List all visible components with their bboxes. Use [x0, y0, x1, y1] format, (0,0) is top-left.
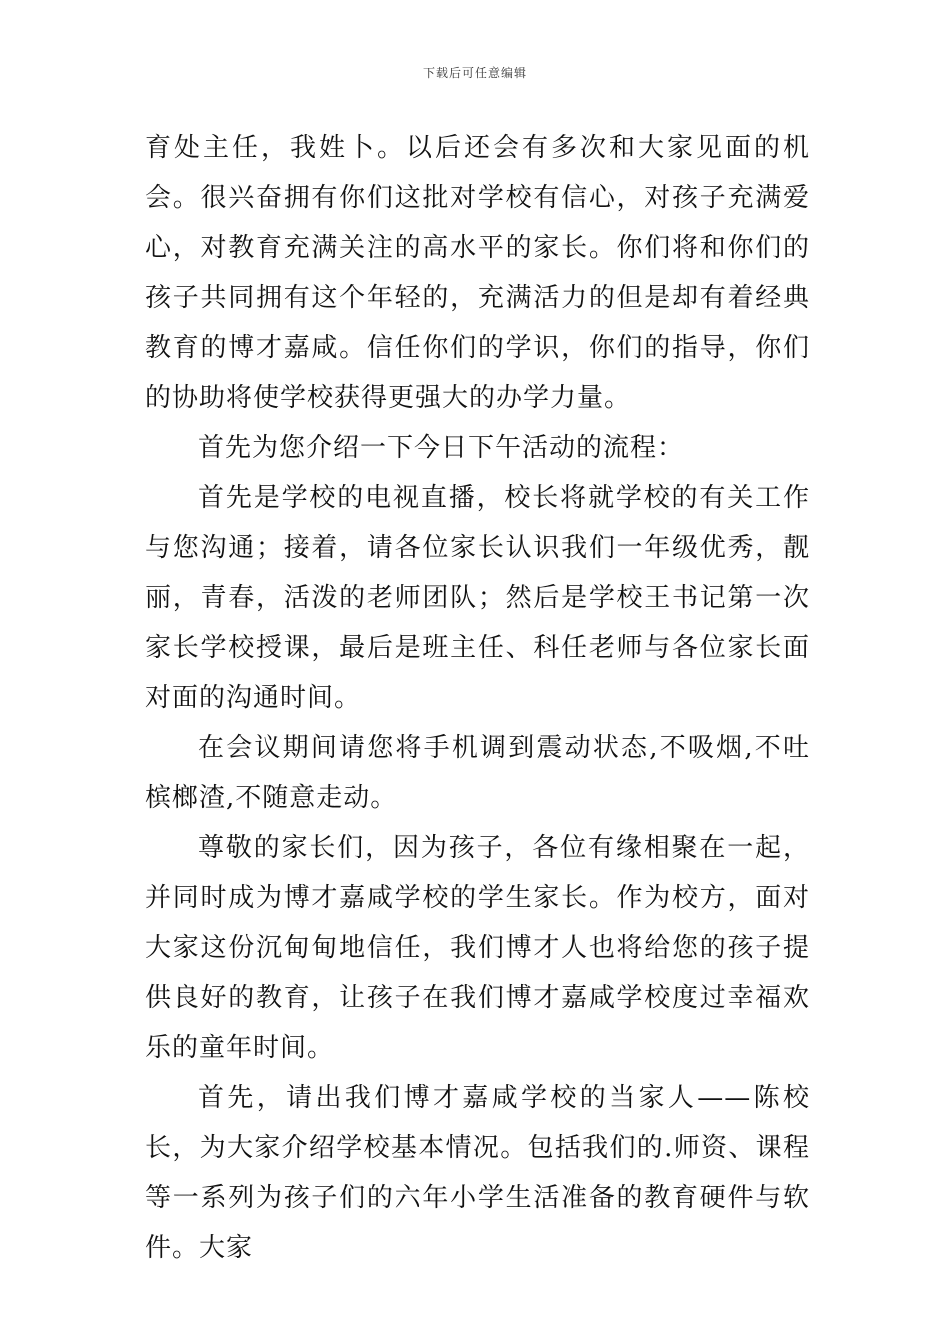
paragraph-continuation: 育处主任，我姓卜。以后还会有多次和大家见面的机会。很兴奋拥有你们这批对学校有信心，对孩子充满爱心，对教育充满关注的高水平的家长。你们将和你们的孩子共同拥有这个年轻的，充满活力的但是却有着经典教育的博才嘉咸。信任你们的学识，你们的指导，你们的协助将使学校获得更强大的办学力量。	[145, 133, 810, 413]
paragraph-schedule-detail: 首先是学校的电视直播，校长将就学校的有关工作与您沟通；接着，请各位家长认识我们一年级优秀，靓丽，青春，活泼的老师团队；然后是学校王书记第一次家长学校授课，最后是班主任、科任老师与各位家长面对面的沟通时间。	[145, 483, 810, 713]
document-body	[145, 123, 810, 1273]
paragraph-meeting-rules: 在会议期间请您将手机调到震动状态,不吸烟,不吐槟榔渣,不随意走动。	[145, 733, 810, 813]
paragraph-principal-intro: 首先，请出我们博才嘉咸学校的当家人——陈校长，为大家介绍学校基本情况。包括我们的.师资、课程等一系列为孩子们的六年小学生活准备的教育硬件与软件。大家	[145, 1083, 810, 1263]
paragraph-schedule-intro: 首先为您介绍一下今日下午活动的流程：	[198, 433, 685, 463]
paragraph-welcome-parents: 尊敬的家长们，因为孩子，各位有缘相聚在一起，并同时成为博才嘉咸学校的学生家长。作为校方，面对大家这份沉甸甸地信任，我们博才人也将给您的孩子提供良好的教育，让孩子在我们博才嘉咸学校度过幸福欢乐的童年时间。	[145, 833, 810, 1063]
page-header-note: 下载后可任意编辑	[422, 66, 527, 80]
